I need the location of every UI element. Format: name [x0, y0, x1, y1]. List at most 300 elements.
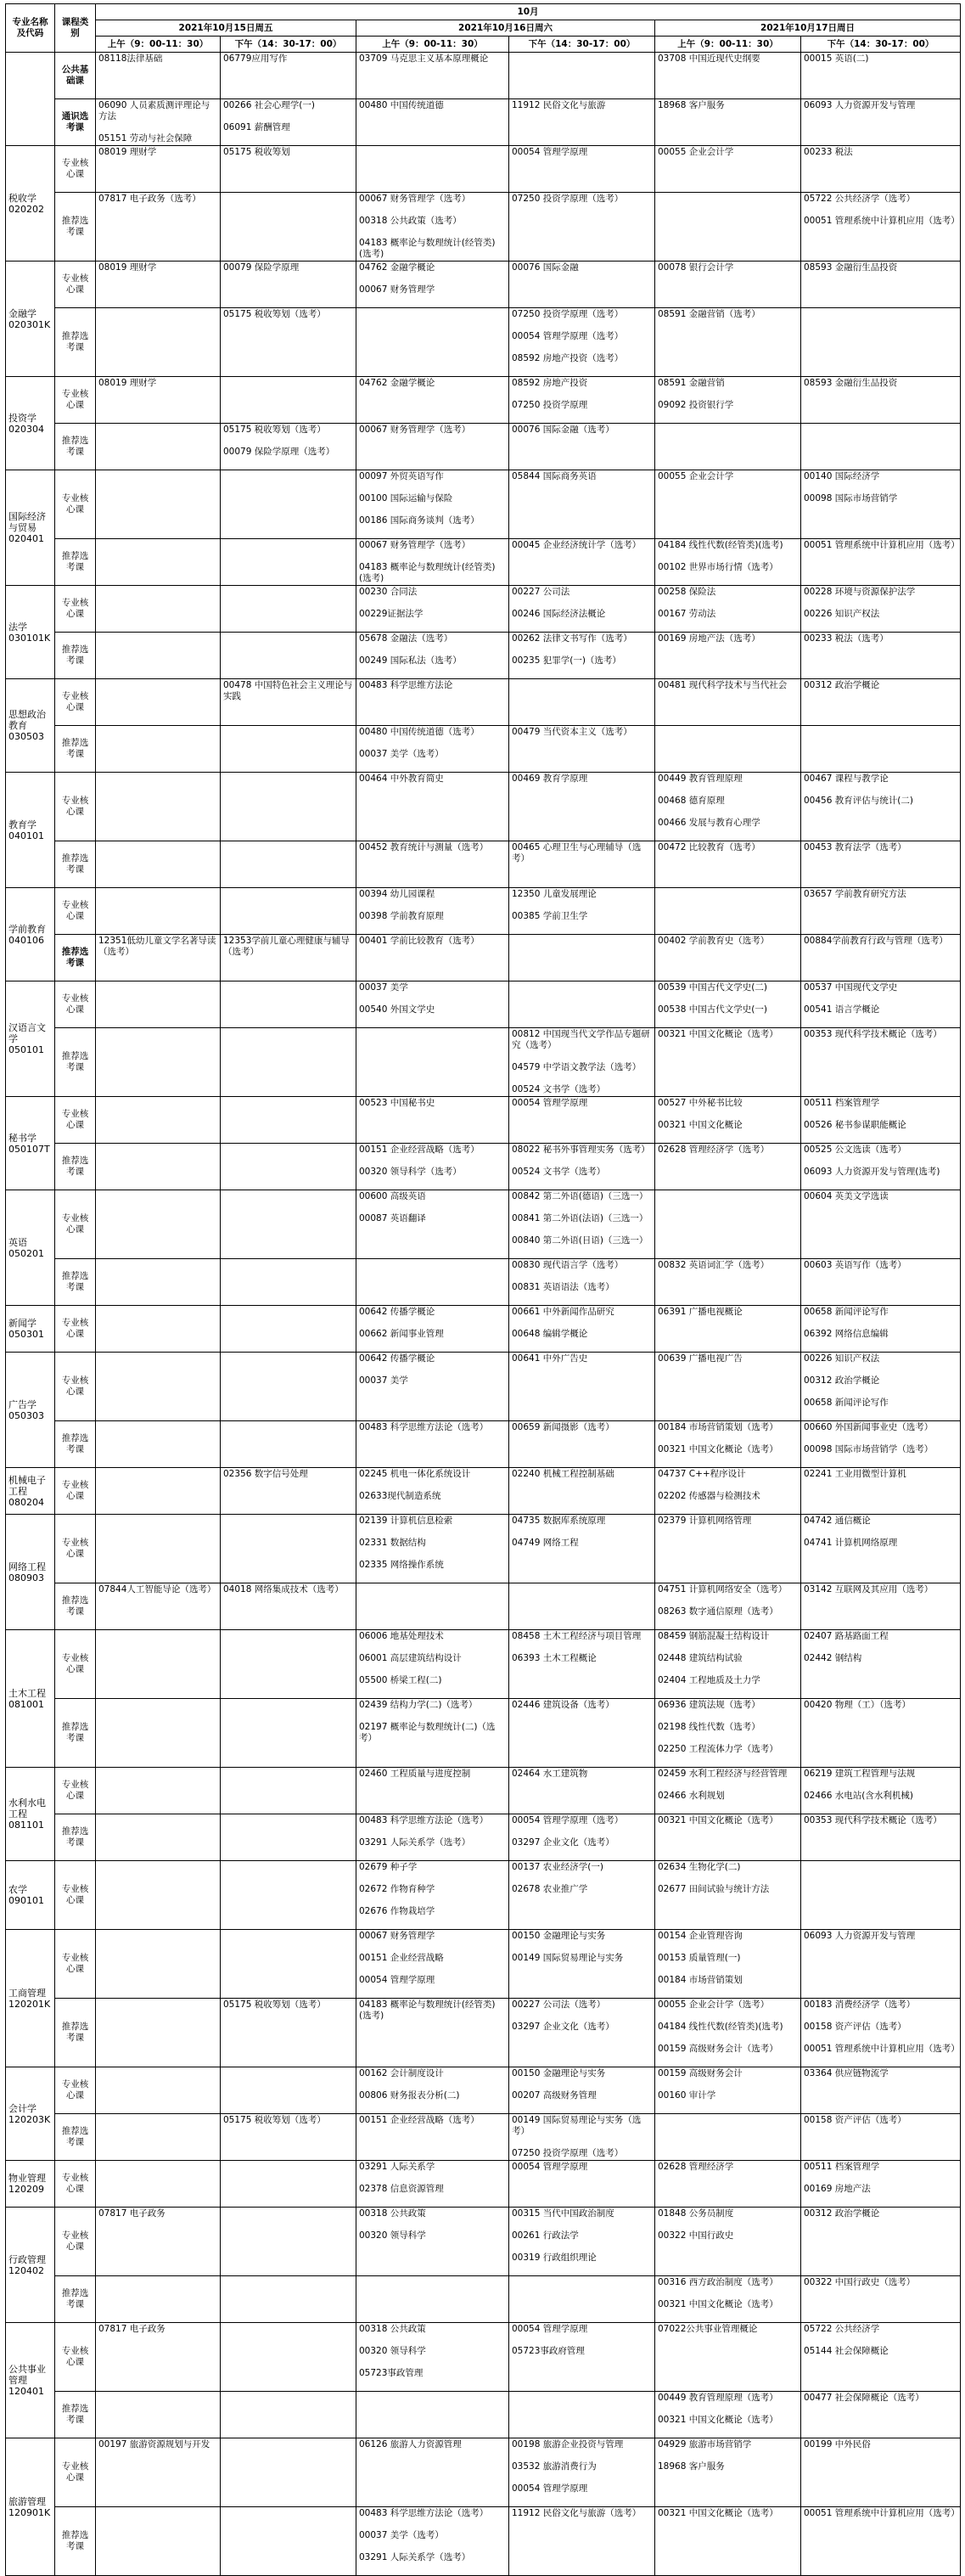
major-name [6, 1768, 55, 1861]
course-entry: 00483 科学思维方法论（选考） [359, 1815, 489, 1825]
course-entry: 02241 工业用微型计算机 [804, 1469, 906, 1479]
course-category: 专业核心课 [55, 1515, 96, 1583]
course-entry: 08592 房地产投资 [512, 378, 588, 388]
course-entry: 03709 马克思主义基本原理概论 [359, 53, 489, 64]
exam-slot [801, 308, 961, 377]
text-line: 020301K [8, 318, 51, 330]
text-line: 旅游管理 [8, 2495, 46, 2507]
course-entry: 00169 房地产法（选考） [658, 633, 760, 644]
exam-slot [356, 1144, 509, 1190]
text-line: 水利水电工程 [8, 1797, 46, 1820]
course-entry: 00078 银行会计学 [658, 262, 734, 273]
major-name [6, 1861, 55, 1930]
course-category: 专业核心课 [55, 1930, 96, 1999]
course-category: 专业核心课 [55, 377, 96, 424]
course-entry: 00321 中国文化概论（选考） [658, 2415, 778, 2425]
exam-slot [509, 146, 655, 193]
exam-slot [221, 377, 356, 424]
course-entry: 00453 教育法学（选考） [804, 842, 906, 852]
exam-slot [655, 633, 801, 679]
course-category: 专业核心课 [55, 1353, 96, 1421]
schedule-row [6, 1190, 961, 1259]
exam-slot [801, 2161, 961, 2208]
exam-slot [221, 981, 356, 1028]
exam-slot [801, 539, 961, 586]
exam-slot [801, 1097, 961, 1144]
course-entry: 00648 编辑学概论 [512, 1329, 588, 1339]
course-entry: 00465 心理卫生与心理辅导（选考） [512, 842, 642, 863]
exam-slot [221, 2507, 356, 2576]
exam-slot [356, 1097, 509, 1144]
course-entry: 08263 数字通信原理（选考） [658, 1606, 778, 1617]
text-line: 农学 [8, 1884, 27, 1895]
exam-slot [655, 2438, 801, 2507]
schedule-row [6, 1144, 961, 1190]
course-entry: 00067 财务管理学（选考） [359, 425, 471, 435]
exam-slot [509, 193, 655, 262]
schedule-body [6, 53, 961, 2576]
exam-slot [221, 633, 356, 679]
exam-slot [221, 1930, 356, 1999]
text-line: 金融学 [8, 307, 36, 319]
course-entry: 00054 管理学原理 [512, 147, 588, 157]
exam-slot [221, 726, 356, 773]
course-entry: 00162 会计制度设计 [359, 2068, 444, 2078]
exam-slot [655, 1468, 801, 1515]
course-category: 推荐选考课 [55, 2507, 96, 2576]
course-entry: 00197 旅游资源规划与开发 [98, 2439, 210, 2449]
exam-slot [96, 1259, 221, 1306]
course-category: 推荐选考课 [55, 2276, 96, 2323]
course-entry: 00525 公文选读（选考） [804, 1145, 906, 1155]
course-category: 专业核心课 [55, 262, 96, 308]
course-entry: 02407 路基路面工程 [804, 1631, 889, 1641]
exam-slot [509, 633, 655, 679]
exam-slot [96, 193, 221, 262]
exam-slot [221, 2438, 356, 2507]
course-entry: 08458 土木工程经济与项目管理 [512, 1631, 642, 1641]
exam-slot [655, 679, 801, 726]
course-entry: 04762 金融学概论 [359, 378, 435, 388]
course-entry: 00054 管理学原理（选考） [512, 1815, 624, 1825]
course-entry: 00320 领导科学 [359, 2346, 426, 2356]
text-line: 020304 [8, 423, 44, 435]
schedule-row [6, 53, 961, 99]
course-category: 推荐选考课 [55, 1999, 96, 2067]
exam-slot [655, 1861, 801, 1930]
course-category: 专业核心课 [55, 1097, 96, 1144]
course-entry: 00477 社会保障概论（选考） [804, 2393, 924, 2403]
exam-slot [509, 1630, 655, 1699]
course-entry: 03142 互联网及其应用（选考） [804, 1584, 934, 1595]
exam-slot [509, 1028, 655, 1097]
course-entry: 00076 国际金融（选考） [512, 425, 614, 435]
course-entry: 02404 工程地质及土力学 [658, 1675, 760, 1685]
text-line: 学前教育 [8, 923, 46, 935]
exam-slot [801, 2438, 961, 2507]
course-entry: 00322 中国行政史 [658, 2230, 734, 2241]
schedule-row [6, 935, 961, 981]
course-entry: 06001 高层建筑结构设计 [359, 1653, 462, 1663]
course-entry: 00054 管理学原理（选考） [512, 331, 624, 341]
exam-slot [96, 2114, 221, 2161]
major-name [6, 679, 55, 773]
course-entry: 02335 网络操作系统 [359, 1560, 444, 1570]
text-line: 090101 [8, 1895, 44, 1906]
exam-slot [356, 2438, 509, 2507]
exam-slot [801, 981, 961, 1028]
course-entry: 00318 公共政策（选考） [359, 216, 462, 226]
schedule-row [6, 1028, 961, 1097]
exam-slot [801, 2067, 961, 2114]
exam-slot [655, 1421, 801, 1468]
exam-slot [356, 53, 509, 99]
exam-slot [655, 841, 801, 888]
exam-slot [655, 1353, 801, 1421]
exam-slot [801, 935, 961, 981]
course-entry: 00233 税法（选考） [804, 633, 889, 644]
course-entry: 00481 现代科学技术与当代社会 [658, 680, 788, 690]
exam-slot [509, 1999, 655, 2067]
exam-slot [801, 2276, 961, 2323]
course-entry: 00051 管理系统中计算机应用（选考） [804, 2508, 960, 2518]
exam-slot [801, 1144, 961, 1190]
exam-slot [356, 1861, 509, 1930]
schedule-row [6, 841, 961, 888]
course-entry: 00402 学前教育史（选考） [658, 936, 770, 946]
exam-slot [655, 1515, 801, 1583]
exam-slot [221, 1768, 356, 1814]
course-entry: 00051 管理系统中计算机应用（选考） [804, 540, 960, 550]
course-entry: 00316 西方政治制度（选考） [658, 2277, 778, 2287]
exam-slot [96, 308, 221, 377]
course-entry: 00262 法律文书写作（选考） [512, 633, 632, 644]
course-entry: 00261 行政法学 [512, 2230, 579, 2241]
schedule-row [6, 679, 961, 726]
course-entry: 00642 传播学概论 [359, 1353, 435, 1364]
exam-slot [221, 308, 356, 377]
course-category: 专业核心课 [55, 470, 96, 539]
course-entry: 00604 英美文学选读 [804, 1191, 889, 1201]
exam-slot [801, 1583, 961, 1630]
major-name [6, 2161, 55, 2208]
course-entry: 02672 作物育种学 [359, 1884, 435, 1894]
schedule-row [6, 1097, 961, 1144]
exam-slot [655, 146, 801, 193]
day-1-pm-header: 下午（14：30-17：00） [221, 37, 356, 53]
course-entry: 00321 中国文化概论（选考） [658, 1444, 778, 1454]
exam-slot [509, 99, 655, 146]
exam-slot [96, 2208, 221, 2276]
text-line: 英语 [8, 1236, 27, 1248]
schedule-row [6, 377, 961, 424]
course-entry: 00467 课程与教学论 [804, 773, 889, 784]
course-entry: 02466 水电站(含水利机械) [804, 1791, 913, 1801]
course-category: 推荐选考课 [55, 1814, 96, 1861]
course-entry: 00658 新闻评论写作 [804, 1307, 889, 1317]
exam-slot [509, 53, 655, 99]
exam-slot [356, 193, 509, 262]
exam-slot [356, 99, 509, 146]
course-entry: 00312 政治学概论 [804, 1375, 880, 1386]
exam-slot [96, 2507, 221, 2576]
course-entry: 01848 公务员制度 [658, 2208, 734, 2219]
text-line: 080903 [8, 1572, 44, 1583]
exam-slot [356, 2208, 509, 2276]
exam-slot [356, 1468, 509, 1515]
exam-slot [221, 1421, 356, 1468]
course-category: 推荐选考课 [55, 935, 96, 981]
exam-slot [509, 1768, 655, 1814]
course-entry: 00140 国际经济学 [804, 471, 880, 481]
course-entry: 00642 传播学概论 [359, 1307, 435, 1317]
schedule-row [6, 1699, 961, 1768]
course-entry: 00249 国际私法（选考） [359, 655, 462, 666]
exam-slot [221, 1306, 356, 1353]
course-entry: 05678 金融法（选考） [359, 633, 453, 644]
course-entry: 06093 人力资源开发与管理 [804, 1931, 916, 1941]
course-entry: 00541 语言学概论 [804, 1004, 880, 1015]
text-line: 080204 [8, 1496, 44, 1508]
course-entry: 18968 客户服务 [658, 100, 725, 110]
text-line: 物业管理 [8, 2173, 46, 2184]
exam-slot [801, 679, 961, 726]
course-entry: 00526 秘书参谋职能概论 [804, 1120, 906, 1130]
exam-slot [96, 1468, 221, 1515]
text-line: 法学 [8, 621, 27, 633]
course-entry: 00154 企业管理咨询 [658, 1931, 743, 1941]
exam-slot [356, 935, 509, 981]
exam-slot [221, 2208, 356, 2276]
course-entry: 00600 高级英语 [359, 1191, 426, 1201]
exam-slot [96, 377, 221, 424]
course-entry: 00480 中国传统道德 [359, 100, 444, 110]
schedule-row [6, 888, 961, 935]
exam-slot [801, 1306, 961, 1353]
course-entry: 00830 现代语言学（选考） [512, 1260, 624, 1270]
exam-slot [801, 633, 961, 679]
exam-slot [655, 1144, 801, 1190]
course-entry: 02139 计算机信息检索 [359, 1516, 453, 1526]
exam-slot [221, 262, 356, 308]
exam-slot [655, 1630, 801, 1699]
course-entry: 00466 发展与教育心理学 [658, 818, 760, 828]
text-line: 会计学 [8, 2102, 36, 2114]
course-entry: 00199 中外民俗 [804, 2439, 871, 2449]
text-line: 040106 [8, 934, 44, 946]
exam-slot [801, 262, 961, 308]
course-entry: 00037 美学 [359, 982, 408, 993]
exam-slot [801, 1028, 961, 1097]
course-entry: 00456 教育评估与统计(二) [804, 796, 913, 806]
course-entry: 00186 国际商务谈判（选考） [359, 515, 480, 526]
course-entry: 00321 中国文化概论（选考） [658, 2299, 778, 2309]
schedule-row [6, 1421, 961, 1468]
course-entry: 02379 计算机网络管理 [658, 1516, 752, 1526]
course-entry: 00045 企业经济统计学（选考） [512, 540, 642, 550]
exam-slot [356, 1028, 509, 1097]
exam-slot [96, 2323, 221, 2392]
exam-slot [356, 1999, 509, 2067]
course-entry: 07817 电子政务 [98, 2208, 166, 2219]
course-entry: 00884学前教育行政与管理（选考） [804, 936, 948, 946]
course-entry: 00449 教育管理原理（选考） [658, 2393, 778, 2403]
schedule-row [6, 2438, 961, 2507]
exam-slot [801, 1630, 961, 1699]
course-entry: 06219 建筑工程管理与法规 [804, 1769, 916, 1779]
course-entry: 04741 计算机网络原理 [804, 1538, 898, 1548]
course-entry: 00321 中国文化概论（选考） [658, 1815, 778, 1825]
course-entry: 07250 投资学原理（选考） [512, 2148, 624, 2158]
schedule-row [6, 308, 961, 377]
exam-slot [221, 1097, 356, 1144]
exam-slot [801, 773, 961, 841]
course-entry: 04742 通信概论 [804, 1516, 871, 1526]
course-entry: 02439 结构力学(二)（选考） [359, 1700, 478, 1710]
exam-slot [509, 2067, 655, 2114]
schedule-row [6, 1583, 961, 1630]
major-name [6, 2208, 55, 2323]
major-name [6, 377, 55, 470]
exam-slot [655, 539, 801, 586]
exam-slot [509, 1468, 655, 1515]
text-line: 国际经济与贸易 [8, 511, 46, 533]
course-category: 专业核心课 [55, 981, 96, 1028]
exam-slot [509, 2507, 655, 2576]
exam-slot [509, 1306, 655, 1353]
course-entry: 00832 英语词汇学（选考） [658, 1260, 770, 1270]
exam-slot [801, 1999, 961, 2067]
course-entry: 04184 线性代数(经管类)(选考) [658, 540, 783, 550]
course-category: 推荐选考课 [55, 539, 96, 586]
exam-slot [801, 1353, 961, 1421]
exam-slot [801, 146, 961, 193]
exam-slot [221, 2392, 356, 2438]
exam-slot [96, 726, 221, 773]
exam-slot [801, 1861, 961, 1930]
exam-slot [221, 1144, 356, 1190]
course-category: 公共基础课 [55, 53, 96, 99]
course-entry: 00661 中外新闻作品研究 [512, 1307, 614, 1317]
course-category: 专业核心课 [55, 2067, 96, 2114]
exam-slot [655, 377, 801, 424]
exam-slot [96, 2276, 221, 2323]
text-line: 050107T [8, 1143, 50, 1155]
exam-slot [96, 586, 221, 633]
exam-slot [356, 679, 509, 726]
exam-slot [509, 1421, 655, 1468]
exam-slot [96, 2067, 221, 2114]
course-entry: 00158 资产评估（选考） [804, 2022, 906, 2032]
day-1-header: 2021年10月15日周五 [96, 20, 356, 37]
exam-slot [801, 1190, 961, 1259]
exam-slot [509, 424, 655, 470]
course-entry: 00051 管理系统中计算机应用（选考） [804, 2044, 960, 2054]
day-2-header: 2021年10月16日周六 [356, 20, 655, 37]
major-name [6, 1306, 55, 1353]
course-category: 专业核心课 [55, 1306, 96, 1353]
course-entry: 00662 新闻事业管理 [359, 1329, 444, 1339]
course-entry: 09092 投资银行学 [658, 400, 734, 410]
text-line: 广告学 [8, 1398, 36, 1410]
exam-slot [356, 2392, 509, 2438]
course-entry: 00150 金融理论与实务 [512, 1931, 606, 1941]
course-entry: 00184 市场营销策划 [658, 1975, 743, 1985]
course-entry: 00198 旅游企业投资与管理 [512, 2439, 624, 2449]
course-entry: 08019 理财学 [98, 262, 157, 273]
schedule-row [6, 2392, 961, 2438]
course-entry: 00464 中外教育简史 [359, 773, 444, 784]
course-entry: 00527 中外秘书比较 [658, 1098, 743, 1108]
exam-slot [509, 262, 655, 308]
course-entry: 00167 劳动法 [658, 609, 716, 619]
course-entry: 06091 薪酬管理 [223, 122, 290, 132]
major-name [6, 2067, 55, 2161]
course-entry: 08593 金融衍生品投资 [804, 262, 898, 273]
exam-slot [96, 539, 221, 586]
course-entry: 00841 第二外语(法语)（三选一） [512, 1213, 648, 1223]
exam-slot [509, 470, 655, 539]
course-entry: 00660 外国新闻事业史（选考） [804, 1422, 934, 1432]
exam-slot [801, 2208, 961, 2276]
course-entry: 00055 企业会计学 [658, 471, 734, 481]
exam-slot [356, 726, 509, 773]
course-entry: 00483 科学思维方法论 [359, 680, 453, 690]
schedule-row [6, 470, 961, 539]
exam-slot [655, 1930, 801, 1999]
exam-slot [356, 146, 509, 193]
course-entry: 00229证据法学 [359, 609, 424, 619]
major-name [6, 773, 55, 888]
course-entry: 02240 机械工程控制基础 [512, 1469, 614, 1479]
course-category: 专业核心课 [55, 1630, 96, 1699]
course-entry: 00055 企业会计学 [658, 147, 734, 157]
text-line: 120402 [8, 2264, 44, 2276]
exam-slot [655, 2067, 801, 2114]
exam-slot [655, 99, 801, 146]
course-entry: 00067 财务管理学 [359, 284, 435, 295]
course-category: 专业核心课 [55, 2208, 96, 2276]
text-line: 投资学 [8, 412, 36, 424]
course-entry: 00151 企业经营战略（选考） [359, 1145, 480, 1155]
course-entry: 00235 犯罪学(一)（选考） [512, 655, 621, 666]
exam-slot [655, 1999, 801, 2067]
course-entry: 05175 税收筹划（选考） [223, 1999, 326, 2010]
exam-slot [221, 2161, 356, 2208]
course-entry: 00067 财务管理学 [359, 1931, 435, 1941]
exam-slot [655, 935, 801, 981]
exam-slot [509, 1583, 655, 1630]
exam-slot [655, 1259, 801, 1306]
course-entry: 00321 中国文化概论（选考） [658, 1029, 778, 1039]
exam-slot [356, 1515, 509, 1583]
exam-slot [509, 773, 655, 841]
course-entry: 00233 税法 [804, 147, 853, 157]
text-line: 土木工程 [8, 1687, 46, 1699]
exam-slot [96, 1097, 221, 1144]
exam-slot [221, 2323, 356, 2392]
exam-slot [509, 308, 655, 377]
exam-slot [96, 99, 221, 146]
course-category: 专业核心课 [55, 1768, 96, 1814]
exam-slot [356, 888, 509, 935]
exam-slot [96, 2161, 221, 2208]
exam-slot [655, 2114, 801, 2161]
text-line: 050101 [8, 1044, 44, 1055]
major-name [6, 586, 55, 679]
exam-slot [655, 586, 801, 633]
course-entry: 04184 线性代数(经管类)(选考) [658, 2022, 783, 2032]
